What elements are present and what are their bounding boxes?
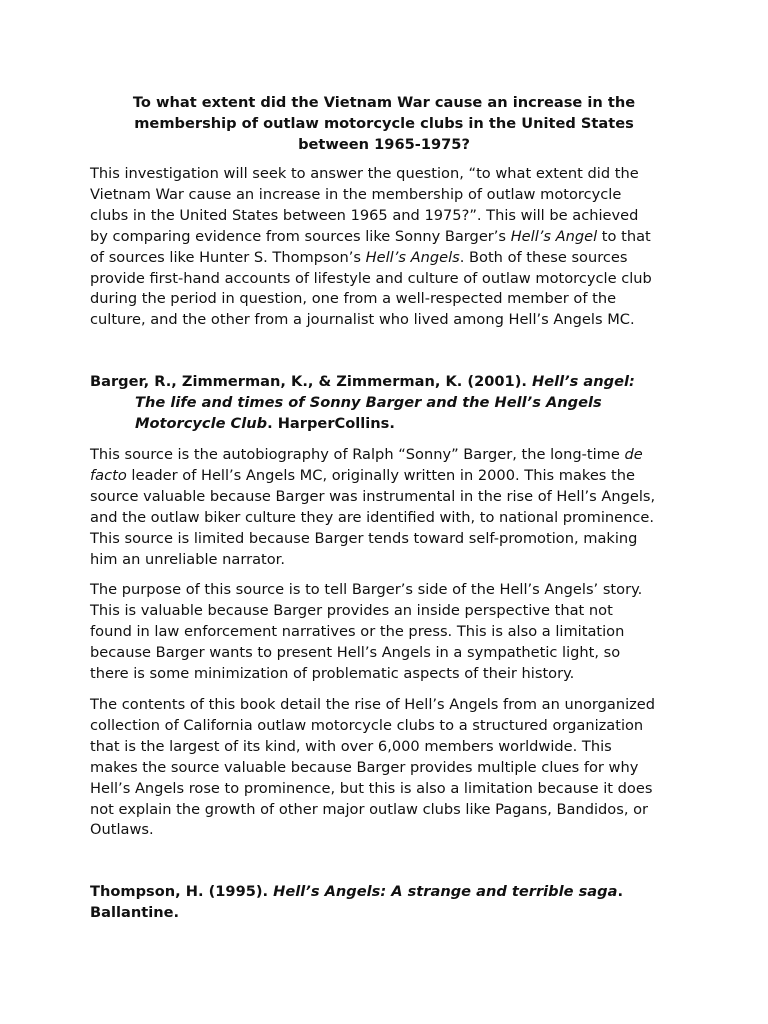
reference-line: The life and times of Sonny Barger and the Hell’s Angels [135,393,602,411]
text-line: provide first-hand accounts of lifestyle and culture of outlaw motorcycle club [90,269,652,287]
text-line: clubs in the United States between 1965 and 1975?”. This will be achieved [90,206,639,224]
text-line: makes the source valuable because Barger provides multiple clues for why [90,758,639,776]
text-line: Outlaws. [90,821,154,839]
text-line: during the period in question, one from a well-respected member of the [90,290,617,308]
text-line: source valuable because Barger was instrumental in the rise of Hell’s Angels, [90,487,656,505]
text-line: because Barger wants to present Hell’s Angels in a sympathetic light, so [90,643,621,661]
text-line: there is some minimization of problematic aspects of their history. [90,664,575,682]
content-paragraph [90,695,680,841]
reference-line: Thompson, H. (1995). Hell’s Angels: A strange and terrible saga. [90,883,623,900]
reference-thompson [90,882,690,924]
purpose-paragraph [90,580,680,685]
text-line: This source is the autobiography of Ralph “Sonny” Barger, the long-time de [90,446,643,463]
text-line: found in law enforcement narratives or the press. This is also a limitation [90,622,625,640]
text-line: him an unreliable narrator. [90,550,285,568]
text-line: not explain the growth of other major outlaw clubs like Pagans, Bandidos, or [90,800,649,818]
text-line: by comparing evidence from sources like Sonny Barger’s Hell’s Angel to that [90,227,651,245]
reference-line: Barger, R., Zimmerman, K., & Zimmerman, K. (2001). Hell’s angel: [90,373,635,390]
text-line: culture, and the other from a journalist who lived among Hell’s Angels MC. [90,311,635,329]
text-line: of sources like Hunter S. Thompson’s Hell’s Angels. Both of these sources [90,248,628,266]
title-line: between 1965-1975? [298,136,470,153]
title-line: To what extent did the Vietnam War cause an increase in the [132,94,636,111]
text-line: This source is limited because Barger tends toward self-promotion, making [90,529,638,547]
book-title-barger: Hell’s Angel [510,227,598,245]
text-line: The contents of this book detail the rise of Hell’s Angels from an unorganized [90,696,656,713]
reference-line: Motorcycle Club. HarperCollins. [135,414,395,432]
text-line: Hell’s Angels rose to prominence, but this is also a limitation because it does [90,779,653,797]
document-title [90,92,678,155]
text-line: and the outlaw biker culture they are identified with, to national prominence. [90,508,655,526]
text-line: facto leader of Hell’s Angels MC, originally written in 2000. This makes the [90,466,636,484]
book-title-thompson: Hell’s Angels [365,248,460,266]
reference-barger [90,372,690,434]
title-line: membership of outlaw motorcycle clubs in the United States [134,115,634,132]
intro-paragraph [90,164,680,331]
text-line: Vietnam War cause an increase in the membership of outlaw motorcycle [90,185,622,203]
text-line: This is valuable because Barger provides an inside perspective that not [90,601,613,619]
text-line: The purpose of this source is to tell Barger’s side of the Hell’s Angels’ story. [90,581,643,598]
reference-line: Ballantine. [90,903,180,921]
origin-paragraph [90,445,680,570]
text-line: that is the largest of its kind, with over 6,000 members worldwide. This [90,737,612,755]
text-line: This investigation will seek to answer the question, “to what extent did the [90,165,639,182]
text-line: collection of California outlaw motorcycle clubs to a structured organization [90,716,644,734]
